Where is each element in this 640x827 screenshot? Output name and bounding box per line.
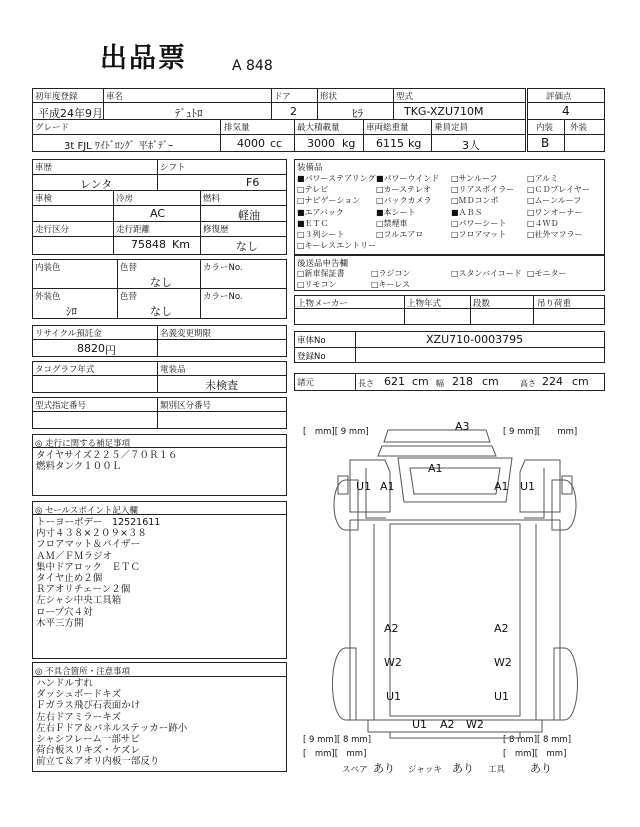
shift-value: F6 xyxy=(246,176,260,189)
max-load-unit: kg xyxy=(342,137,356,150)
interior-color-label: 内装色 xyxy=(35,263,61,273)
mark-a3: A3 xyxy=(455,420,470,433)
upper-steps-label: 段数 xyxy=(473,299,491,309)
mark-w2-bottom: W2 xyxy=(466,718,484,731)
spare-label: スペア xyxy=(342,765,368,775)
equipment-item: □ＭＤコンポ xyxy=(451,196,499,206)
chassis-label: 車体No xyxy=(297,336,326,346)
fuel-value: 軽油 xyxy=(238,209,260,222)
equipment-item: □３列シート xyxy=(297,230,345,239)
after-items-title: 後送品申告欄 xyxy=(297,259,349,269)
mark-u1-bottom: U1 xyxy=(412,718,428,731)
tire-depth-rear-right: [ 8 mm][ 8 mm] xyxy=(503,735,572,745)
inspection-label: 車検 xyxy=(35,194,53,204)
displacement-unit: cc xyxy=(270,137,283,150)
interior-grade-label: 内装 xyxy=(536,123,554,133)
upper-year-label: 上物年式 xyxy=(407,299,442,309)
electrics-value: 未検査 xyxy=(205,379,238,392)
gross-weight-unit: kg xyxy=(408,137,422,150)
dimensions-label: 諸元 xyxy=(297,378,315,388)
mark-u1-left: U1 xyxy=(356,480,372,493)
gross-weight-value: 6115 xyxy=(376,137,404,150)
tire-depth-rear-right-2: [ mm][ mm] xyxy=(503,749,567,759)
equipment-item: ■ＡＢＳ xyxy=(451,207,483,217)
upper-load-label: 吊り荷重 xyxy=(537,299,572,309)
jack-label: ジャッキ xyxy=(408,765,442,775)
equipment-item: □ＣＤプレイヤー xyxy=(527,185,590,195)
first-reg-label: 初年度登録 xyxy=(35,92,78,102)
equipment-item: ■ＥＴＣ xyxy=(297,218,329,228)
after-item: □ラジコン xyxy=(371,269,411,278)
grade-value: 3t FJL ﾜｲﾄﾞﾛﾝｸﾞ 平ﾎﾞﾃﾞｰ xyxy=(64,141,174,152)
grade-label: グレード xyxy=(35,123,70,133)
registration-label: 登録No xyxy=(297,352,326,362)
mark-w2-right: W2 xyxy=(494,656,512,669)
displacement-value: 4000 xyxy=(237,137,265,150)
cooling-label: 冷房 xyxy=(116,194,134,204)
tire-depth-front-right: [ 9 mm][ mm] xyxy=(503,427,578,437)
door-label: ドア xyxy=(274,92,291,102)
width-unit: cm xyxy=(482,375,499,388)
displacement-label: 排気量 xyxy=(224,123,250,133)
exterior-grade-label: 外装 xyxy=(570,123,588,133)
type-number-label: 型式指定番号 xyxy=(35,401,87,411)
model-label: 型式 xyxy=(396,92,414,102)
car-name-value: ﾃﾞｭﾄﾛ xyxy=(175,107,203,120)
exterior-tone-label: 色替 xyxy=(120,292,138,302)
equipment-title: 装備品 xyxy=(297,163,323,173)
gross-weight-label: 車両総重量 xyxy=(366,123,409,133)
width-label: 幅 xyxy=(436,379,444,388)
upper-maker-label: 上物メーカー xyxy=(297,299,348,309)
mileage-value: 75848 xyxy=(131,238,166,251)
electrics-label: 電装品 xyxy=(160,365,186,375)
sales-points-text: トーヨーボデー 12521611 内寸４３８×２０９×３８ フロアマット＆バイザー ＡＭ／ＦＭラジオ 集中ドアロック ＥＴＣ タイヤ止め２個 Ｒアオリチェーン２個 左シャシ中央工具箱 ロープ穴４対 木平三方開 xyxy=(36,517,161,629)
equipment-item: □４ＷＤ xyxy=(527,218,559,228)
mark-a1-left: A1 xyxy=(380,480,395,493)
page-title: 出品票 xyxy=(100,43,187,74)
score-value: 4 xyxy=(562,104,570,118)
capacity-value: 3人 xyxy=(462,139,480,152)
car-name-label: 車名 xyxy=(106,92,124,102)
mark-u1-right-2: U1 xyxy=(494,690,510,703)
mark-a2-left: A2 xyxy=(384,622,399,635)
mark-a2-right: A2 xyxy=(494,622,509,635)
after-item: □キーレス xyxy=(371,280,411,289)
defects-text: ハンドルすれ ダッシュボードキズ Ｆガラス飛び石表面かけ 左右ドアミラーキズ 左右Ｆドア＆パネルステッカー跡小 シャシフレーム一部サビ 荷台板スリキズ・ケズレ 前立て＆アオリ内板一部反り xyxy=(36,678,188,768)
equipment-item: ■パワーステアリング xyxy=(297,174,376,183)
spare-value: あり xyxy=(373,762,395,775)
mark-a1-right: A1 xyxy=(494,480,509,493)
equipment-item: □バックカメラ xyxy=(376,196,432,206)
tire-depth-rear-left: [ 9 mm][ 8 mm] xyxy=(303,735,372,745)
equipment-item: □ワンオーナー xyxy=(527,207,583,217)
tire-notes-text: タイヤサイズ２２５／７０Ｒ１６ 燃料タンク１００Ｌ xyxy=(36,450,178,473)
exterior-colorno-label: カラーNo. xyxy=(203,292,243,302)
mark-w2-left: W2 xyxy=(384,656,402,669)
defects-title: ◎ 不具合箇所・注意事項 xyxy=(35,667,131,677)
score-label: 評価点 xyxy=(546,92,572,102)
repair-label: 修復歴 xyxy=(203,225,229,235)
equipment-item: ■パワーウインド xyxy=(376,174,440,183)
equipment-item: □サンルーフ xyxy=(451,174,498,183)
recycle-label: リサイクル預託金 xyxy=(35,329,102,339)
mark-a2-bottom: A2 xyxy=(440,718,455,731)
interior-tone-label: 色替 xyxy=(120,263,138,273)
repair-value: なし xyxy=(236,240,258,253)
exterior-color-label: 外装色 xyxy=(35,292,61,302)
width-value: 218 xyxy=(452,375,473,388)
door-value: 2 xyxy=(290,105,297,118)
tool-label: 工具 xyxy=(488,765,506,775)
history-label: 車歴 xyxy=(35,163,53,173)
mark-a1-top: A1 xyxy=(428,462,443,475)
exterior-tone-value: なし xyxy=(150,305,172,318)
interior-color-value: なし xyxy=(150,276,172,289)
tacho-label: タコグラフ年式 xyxy=(35,365,95,375)
capacity-label: 乗員定員 xyxy=(434,123,469,133)
equipment-item: □テレビ xyxy=(297,185,329,195)
recycle-value: 8820 xyxy=(77,342,105,355)
equipment-item: □キーレスエントリー xyxy=(297,241,377,251)
chassis-value: XZU710-0003795 xyxy=(426,333,524,346)
shift-label: シフト xyxy=(160,163,186,173)
name-change-label: 名義変更期限 xyxy=(160,329,212,339)
after-item: □リモコン xyxy=(297,280,337,289)
tool-value: あり xyxy=(530,762,552,775)
length-label: 長さ xyxy=(358,379,374,388)
lot-number: A 848 xyxy=(232,58,273,74)
max-load-value: 3000 xyxy=(307,137,335,150)
interior-colorno-label: カラーNo. xyxy=(203,263,243,273)
first-reg-value: 平成24年9月 xyxy=(38,107,103,120)
interior-grade-value: B xyxy=(541,136,550,150)
shape-value: ﾋﾗ xyxy=(352,107,363,120)
equipment-item: ■本シート xyxy=(376,207,416,217)
length-value: 621 xyxy=(384,375,405,388)
model-value: TKG-XZU710M xyxy=(404,105,484,118)
exterior-color-value: ｼﾛ xyxy=(66,305,77,318)
equipment-item: ■エアバック xyxy=(297,207,344,217)
equipment-item: □パワーシート xyxy=(451,218,507,228)
equipment-item: □ナビゲーション xyxy=(297,196,361,206)
height-value: 224 xyxy=(542,375,563,388)
equipment-item: □社外マフラー xyxy=(527,230,583,239)
jack-value: あり xyxy=(452,762,474,775)
area-label: 走行区分 xyxy=(35,225,70,235)
mark-u1-right: U1 xyxy=(520,480,536,493)
after-item: □スタンバイコード xyxy=(451,269,522,278)
equipment-item: □アルミ xyxy=(527,174,559,183)
mileage-label: 走行距離 xyxy=(116,225,151,235)
recycle-unit: 円 xyxy=(105,344,116,357)
shape-label: 形状 xyxy=(320,92,338,102)
equipment-item: □ムーンルーフ xyxy=(527,196,582,206)
sales-points-title: ◎ セールスポイント記入欄 xyxy=(35,506,138,516)
tire-depth-rear-left-2: [ mm][ mm] xyxy=(303,749,367,759)
cooling-value: AC xyxy=(150,207,166,220)
equipment-item: □禁煙車 xyxy=(376,218,408,228)
mark-u1-left-2: U1 xyxy=(386,690,402,703)
equipment-item: □リアスポイラー xyxy=(451,185,515,195)
height-unit: cm xyxy=(572,375,589,388)
equipment-item: □フロアマット xyxy=(451,230,507,239)
after-item: □モニター xyxy=(527,269,567,278)
history-value: レンタ xyxy=(80,178,113,191)
equipment-item: □フルエアロ xyxy=(376,230,424,239)
truck-damage-diagram xyxy=(310,420,600,742)
tire-notes-title: ◎ 走行に関する補足事項 xyxy=(35,439,131,449)
mileage-unit: Km xyxy=(172,238,190,251)
fuel-label: 燃料 xyxy=(203,194,221,204)
length-unit: cm xyxy=(412,375,429,388)
tire-depth-front-left: [ mm][ 9 mm] xyxy=(303,427,369,437)
after-item: □新車保証書 xyxy=(297,269,345,278)
class-number-label: 類別区分番号 xyxy=(160,401,212,411)
max-load-label: 最大積載量 xyxy=(297,123,340,133)
equipment-item: □カーステレオ xyxy=(376,185,431,195)
height-label: 高さ xyxy=(520,379,536,388)
